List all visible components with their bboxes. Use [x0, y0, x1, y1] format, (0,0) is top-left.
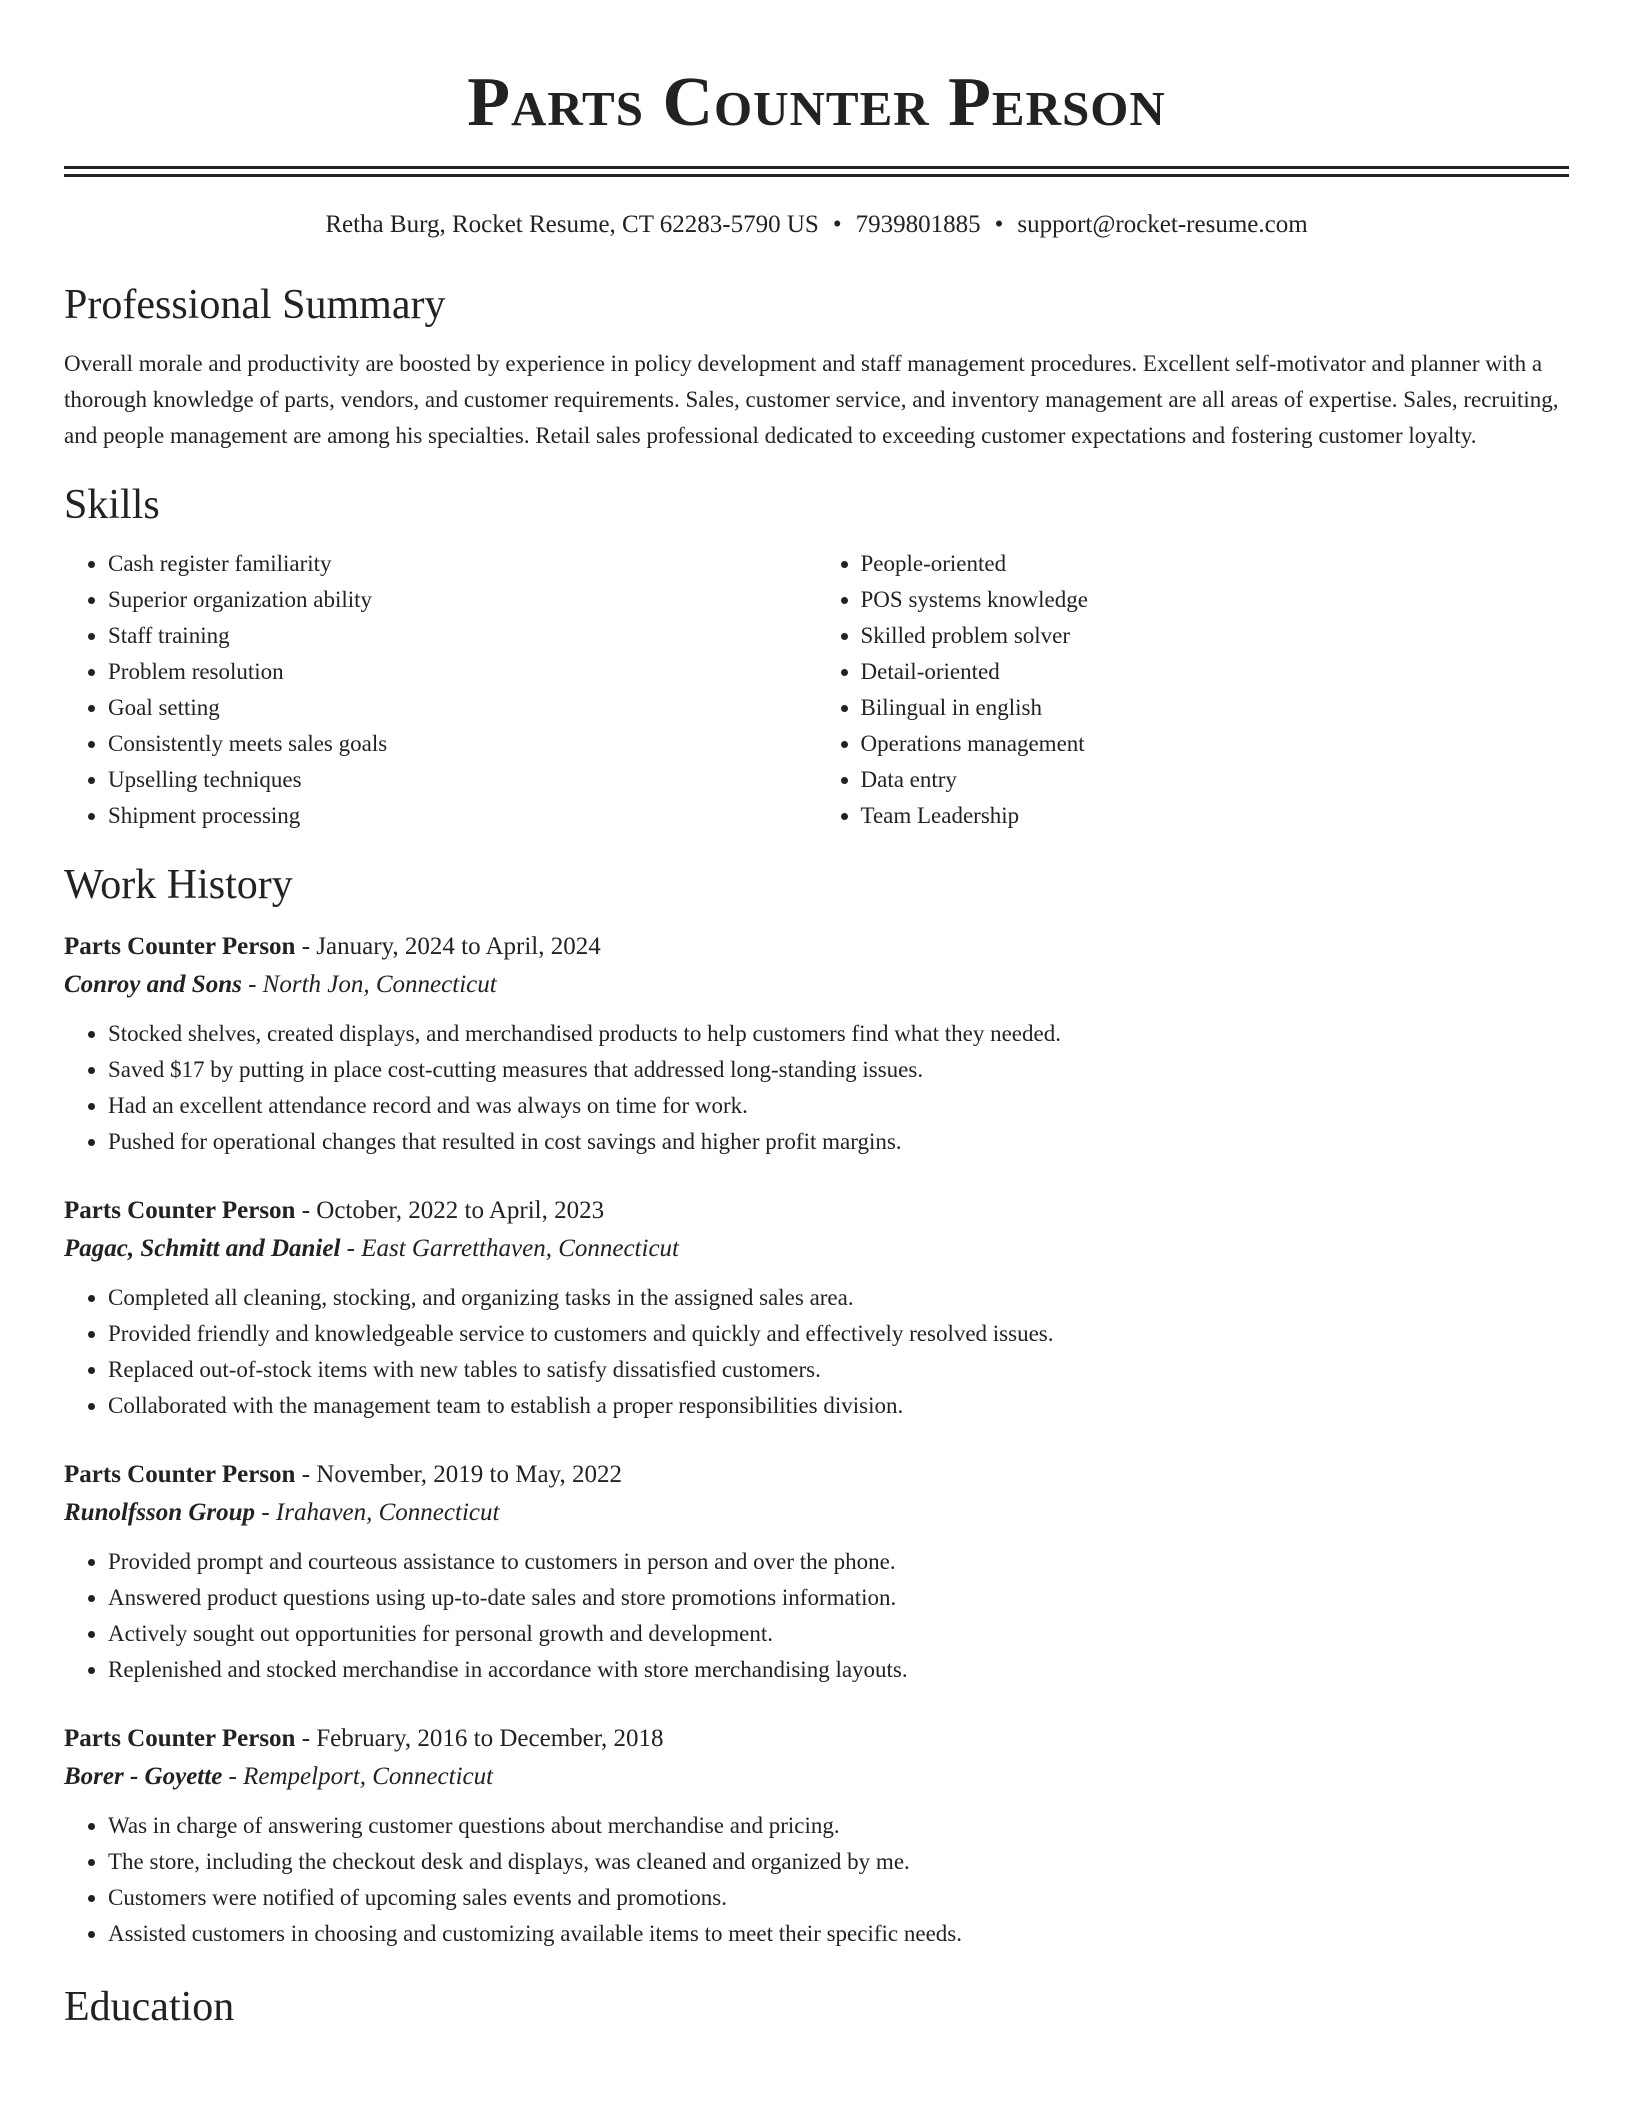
contact-email: support@rocket-resume.com: [1017, 211, 1308, 238]
job-duty: • Completed all cleaning, stocking, and organizing tasks in the assigned sales area.: [108, 1280, 1569, 1316]
company-name: Conroy and Sons: [64, 971, 242, 998]
job-employer: [64, 1758, 1569, 1796]
skill-item: • Consistently meets sales goals: [108, 726, 817, 762]
job-heading: [64, 1456, 1569, 1494]
title-divider: [64, 166, 1569, 177]
summary-text: Overall morale and productivity are boosted by experience in policy development and staff management procedures. Excellent self-motivator and planner with a thorough knowledge of parts, vendors, and customer requirements. Sales, customer service, and inventory management are all areas of expertise. Sales, recruiting, and people management are among his specialties. Retail sales professional dedicated to exceeding customer expectations and fostering customer loyalty.: [64, 351, 1559, 448]
job-duty: • Pushed for operational changes that resulted in cost savings and higher profit margins.: [108, 1124, 1569, 1160]
job-employer: [64, 1494, 1569, 1532]
skill-item: • Shipment processing: [108, 798, 817, 834]
company-location: - Rempelport, Connecticut: [222, 1763, 494, 1790]
job-dates: - February, 2016 to December, 2018: [295, 1725, 664, 1752]
job-dates: - January, 2024 to April, 2024: [295, 933, 601, 960]
job-duty: • Replenished and stocked merchandise in accordance with store merchandising layouts.: [108, 1652, 1569, 1688]
skills-list: [64, 546, 1569, 834]
company-name: Runolfsson Group: [64, 1499, 256, 1526]
company-name: Borer - Goyette: [64, 1763, 223, 1790]
company-location: - Irahaven, Connecticut: [255, 1499, 500, 1526]
job-entry: [64, 1192, 1569, 1424]
job-duty: • Collaborated with the management team to establish a proper responsibilities division.: [108, 1388, 1569, 1424]
skill-item: • Superior organization ability: [108, 582, 817, 618]
education-heading: Education: [64, 1984, 235, 2030]
job-duty: • Was in charge of answering customer questions about merchandise and pricing.: [108, 1808, 1569, 1844]
company-location: - East Garretthaven, Connecticut: [340, 1235, 679, 1262]
job-title: Parts Counter Person: [64, 1461, 296, 1488]
job-entry: [64, 928, 1569, 1160]
job-duty: • Answered product questions using up-to-date sales and store promotions information.: [108, 1580, 1569, 1616]
job-duty: • Provided prompt and courteous assistance to customers in person and over the phone.: [108, 1544, 1569, 1580]
job-duty: • Provided friendly and knowledgeable service to customers and quickly and effectively resolved issues.: [108, 1316, 1569, 1352]
contact-address: Retha Burg, Rocket Resume, CT 62283-5790 US: [325, 211, 819, 238]
job-duties: [64, 1544, 1569, 1688]
contact-phone: 7939801885: [855, 211, 981, 238]
skill-item: • People-oriented: [861, 546, 1570, 582]
summary-heading: Professional Summary: [64, 282, 446, 328]
job-entry: [64, 1456, 1569, 1688]
job-title: Parts Counter Person: [64, 1197, 296, 1224]
job-duties: [64, 1016, 1569, 1160]
skills-column-right: [817, 546, 1570, 834]
job-title: Parts Counter Person: [64, 1725, 296, 1752]
job-duty: • Had an excellent attendance record and was always on time for work.: [108, 1088, 1569, 1124]
job-duty: • The store, including the checkout desk and displays, was cleaned and organized by me.: [108, 1844, 1569, 1880]
skill-item: • Skilled problem solver: [861, 618, 1570, 654]
job-title: Parts Counter Person: [64, 933, 296, 960]
skill-item: • Staff training: [108, 618, 817, 654]
company-location: - North Jon, Connecticut: [241, 971, 497, 998]
skill-item: • Team Leadership: [861, 798, 1570, 834]
skill-item: • Problem resolution: [108, 654, 817, 690]
job-duty: • Saved $17 by putting in place cost-cutting measures that addressed long-standing issues.: [108, 1052, 1569, 1088]
job-duties: [64, 1808, 1569, 1952]
job-duty: • Actively sought out opportunities for personal growth and development.: [108, 1616, 1569, 1652]
skills-column-left: [64, 546, 817, 834]
job-duty: • Assisted customers in choosing and customizing available items to meet their specific needs.: [108, 1916, 1569, 1952]
skills-heading: Skills: [64, 482, 160, 528]
resume-page: [64, 0, 1569, 2032]
job-duty: • Customers were notified of upcoming sales events and promotions.: [108, 1880, 1569, 1916]
skill-item: • Data entry: [861, 762, 1570, 798]
job-heading: [64, 1720, 1569, 1758]
skill-item: • Upselling techniques: [108, 762, 817, 798]
job-employer: [64, 966, 1569, 1004]
job-entry: [64, 1720, 1569, 1952]
work-history-heading: Work History: [64, 862, 293, 908]
skill-item: • Cash register familiarity: [108, 546, 817, 582]
job-dates: - October, 2022 to April, 2023: [295, 1197, 605, 1224]
job-heading: [64, 928, 1569, 966]
skill-item: • Detail-oriented: [861, 654, 1570, 690]
job-duties: [64, 1280, 1569, 1424]
resume-title: Parts Counter Person: [467, 64, 1166, 141]
job-employer: [64, 1230, 1569, 1268]
job-duty: • Stocked shelves, created displays, and merchandised products to help customers find what they needed.: [108, 1016, 1569, 1052]
job-duty: • Replaced out-of-stock items with new tables to satisfy dissatisfied customers.: [108, 1352, 1569, 1388]
job-heading: [64, 1192, 1569, 1230]
skill-item: • POS systems knowledge: [861, 582, 1570, 618]
company-name: Pagac, Schmitt and Daniel: [64, 1235, 341, 1262]
skill-item: • Bilingual in english: [861, 690, 1570, 726]
skill-item: • Operations management: [861, 726, 1570, 762]
contact-separator: •: [832, 211, 842, 238]
job-dates: - November, 2019 to May, 2022: [295, 1461, 622, 1488]
skill-item: • Goal setting: [108, 690, 817, 726]
contact-separator: •: [994, 211, 1004, 238]
contact-line: [64, 210, 1569, 240]
